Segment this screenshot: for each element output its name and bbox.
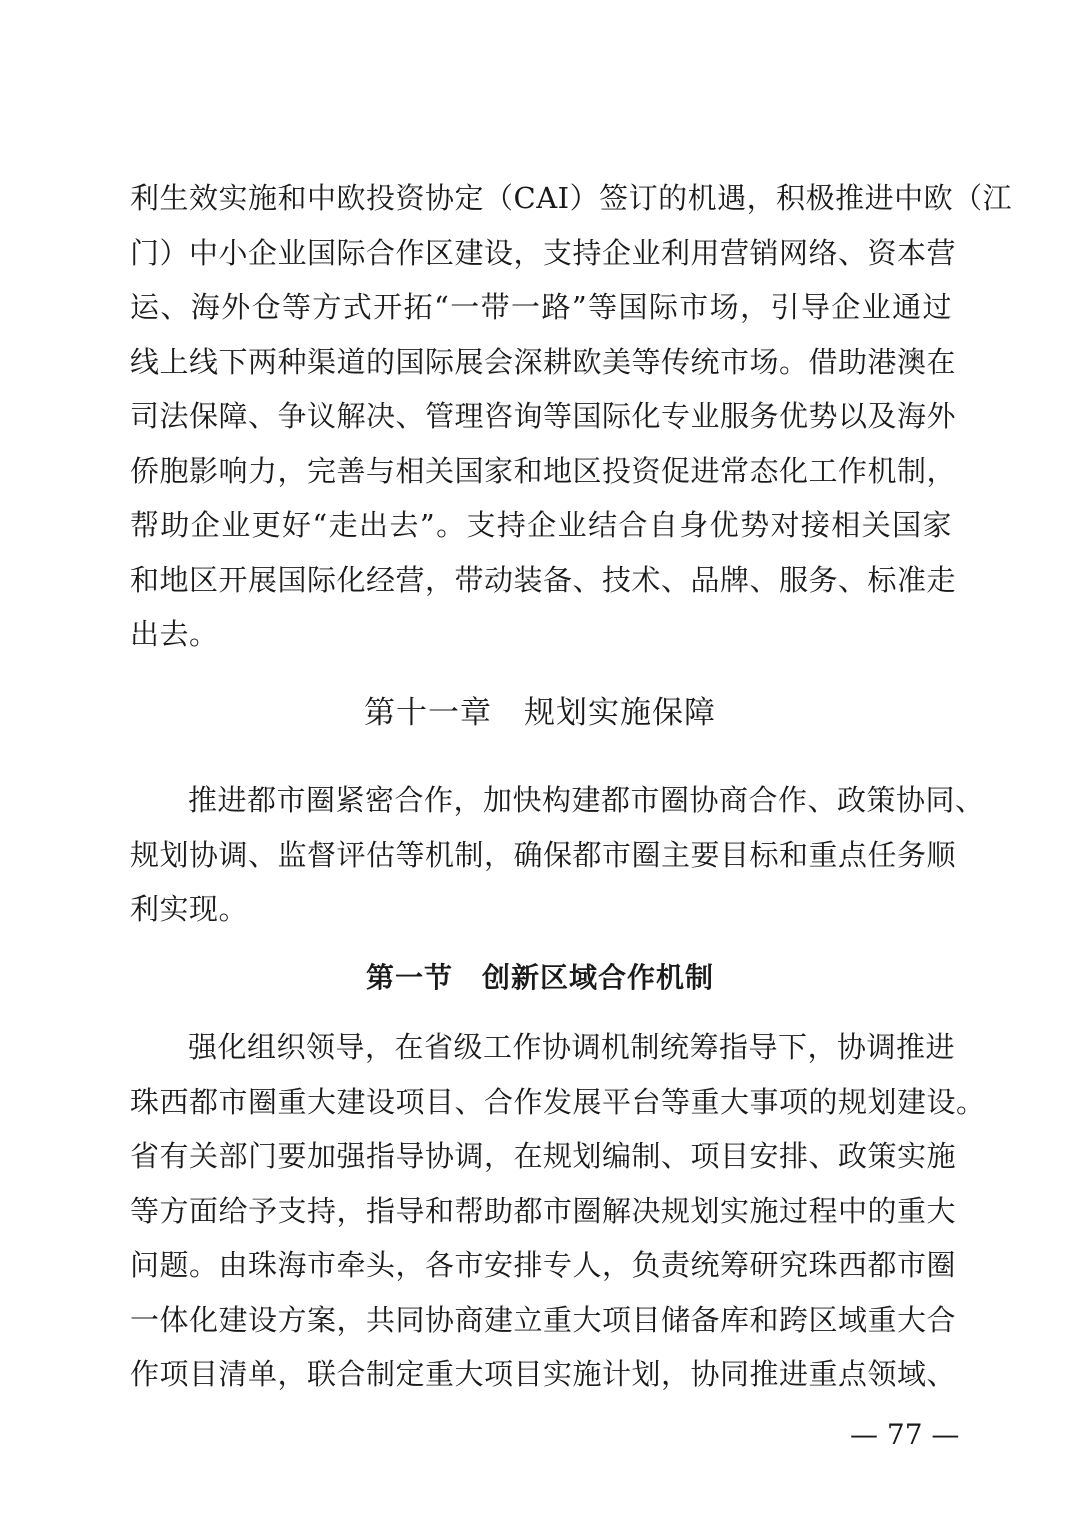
text-line: 利生效实施和中欧投资协定（CAI）签订的机遇，积极推进中欧（江 (130, 181, 1013, 215)
text-line: 侨胞影响力，完善与相关国家和地区投资促进常态化工作机制， (130, 453, 957, 488)
text-line: 推进都市圈紧密合作，加快构建都市圈协商合作、政策协同、 (188, 783, 985, 817)
text-line: 省有关部门要加强指导协调，在规划编制、项目安排、政策实施 (130, 1139, 957, 1173)
text-line: 作项目清单，联合制定重大项目实施计划，协同推进重点领域、 (130, 1357, 957, 1391)
text-line: 运、海外仓等方式开拓“一带一路”等国际市场，引导企业通过 (130, 290, 952, 324)
text-line: 司法保障、争议解决、管理咨询等国际化专业服务优势以及海外 (130, 399, 957, 433)
chapter-title: 第十一章 规划实施保障 (364, 695, 716, 731)
text-line: 利实现。 (130, 892, 249, 926)
text-line: 珠西都市圈重大建设项目、合作发展平台等重大事项的规划建设。 (130, 1084, 986, 1119)
text-line: 帮助企业更好“走出去”。支持企业结合自身优势对接相关国家 (130, 508, 952, 542)
paragraph-organization-leadership (130, 1020, 986, 1402)
paragraph-outbound-enterprises (130, 171, 1013, 662)
text-line: 规划协调、监督评估等机制，确保都市圈主要目标和重点任务顺 (130, 837, 957, 872)
text-line: 门）中小企业国际合作区建设，支持企业利用营销网络、资本营 (130, 235, 957, 270)
text-line: 出去。 (130, 617, 219, 651)
text-line: 强化组织领导，在省级工作协调机制统筹指导下，协调推进 (188, 1030, 956, 1064)
page-number: — 77 — (850, 1418, 960, 1451)
text-line: 问题。由珠海市牵头，各市安排专人，负责统筹研究珠西都市圈 (130, 1248, 957, 1282)
section-title: 第一节 创新区域合作机制 (365, 961, 714, 994)
text-line: 线上线下两种渠道的国际展会深耕欧美等传统市场。借助港澳在 (130, 344, 957, 379)
paragraph-chapter-intro (130, 773, 985, 937)
text-line: 和地区开展国际化经营，带动装备、技术、品牌、服务、标准走 (130, 562, 957, 597)
text-line: 一体化建设方案，共同协商建立重大项目储备库和跨区域重大合 (130, 1302, 957, 1337)
text-line: 等方面给予支持，指导和帮助都市圈解决规划实施过程中的重大 (130, 1193, 957, 1228)
